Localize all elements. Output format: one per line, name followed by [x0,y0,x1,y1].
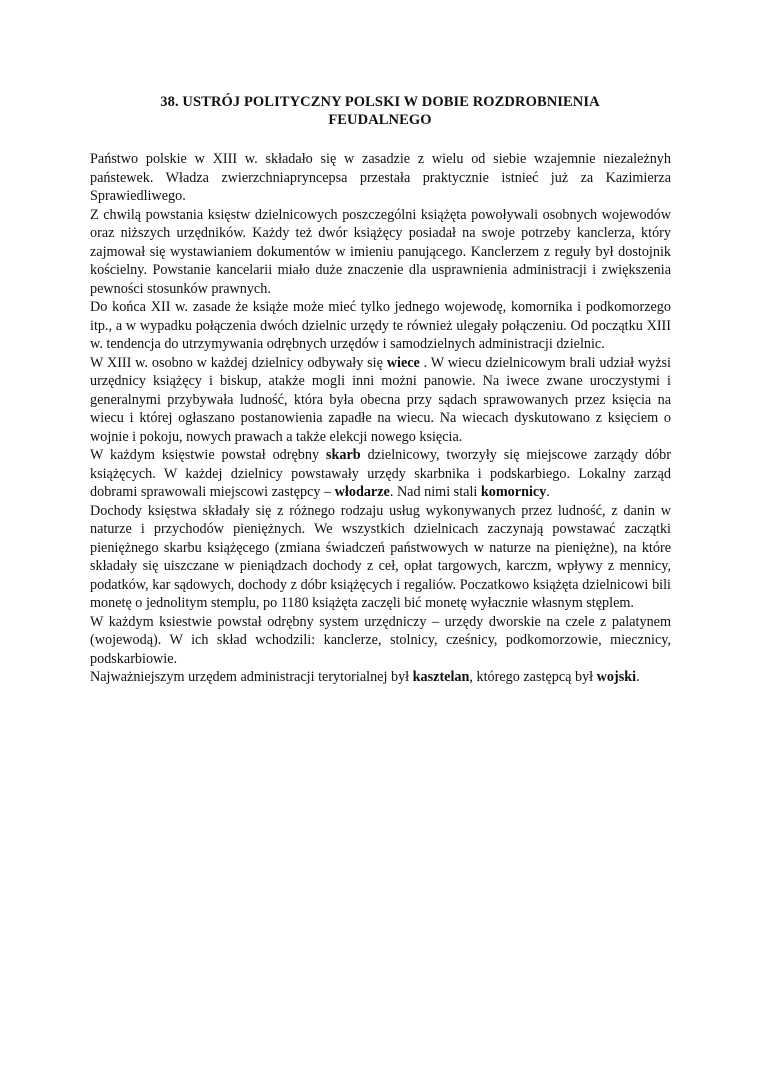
title-line-1: 38. USTRÓJ POLITYCZNY POLSKI W DOBIE ROZDROBNIENIA [160,94,600,110]
paragraph-1: Państwo polskie w XIII w. składało się w zasadzie z wielu od siebie wzajemnie niezależnyh państewek. Władza zwierzchniapryncepsa przestała praktycznie istnieć już za Kazimierza Sprawiedliwego. [90,151,671,204]
paragraph-3: Do końca XII w. zasade że książe może mieć tylko jednego wojewodę, komornika i podkomorzego itp., a w wypadku połączenia dwóch dzielnic urzędy te również ulegały połączeniu. Od początku XIII w. tendencja do utrzymywania odrębnych urzędów i samodzielnych administracji dzielnic. [90,299,671,352]
term-wlodarze: włodarze [334,484,390,500]
paragraph-8-text: , którego zastępcą był [469,669,597,685]
paragraph-5-text: . [546,484,550,500]
term-wiece: wiece [386,354,420,371]
paragraph-5-text: dzielnicowy, tworzyły się miejscowe zarządy dóbr książęcych. W każdej dzielnicy powstawały urzędy skarbnika i podskarbiego. Lokalny zarząd dobrami sprawowali miejscowi zastępcy – [90,447,671,500]
paragraph-5-text: . Nad nimi stali [389,484,481,500]
paragraph-4 [90,354,671,447]
term-komornicy: komornicy [480,484,547,500]
paragraph-5-text: W każdym księstwie powstał odrębny [90,447,326,463]
paragraph-6: Dochody księstwa składały się z różnego rodzaju usług wykonywanych przez ludność, z danin w naturze i przychodów pieniężnych. We wszystkich dzielnicach zaczynają powstawać zaczątki pieniężnego skarbu książęcego (zmiana świadczeń państwowych w naturze na pieniężne), na które składały się uiszczane w pieniądzach dochody z ceł, opłat targowych, karczm, wpływy z mennicy, podatków, kar sądowych, dochody z dóbr książęcych i regaliów. Poczatkowo książęta dzielnicowi bili monetę o jednolitym stemplu, po 1180 książęta zaczęli bić monetę wyłacznie własnym stęplem. [90,502,671,611]
paragraph-8-text: . [636,669,640,685]
term-skarb: skarb [325,447,361,463]
paragraph-4-text: . W wiecu dzielnicowym brali udział wyżsi urzędnicy książęcy i biskup, atakże mogli inni możni panowie. Na iwece zwane uroczystymi i generalnymi przybywała ludność, która była obecna przy sądach sprawowanych przez księcia na wiecu i której ogłaszano postanowienia zapadłe na wiecu. Na wiecach dyskutowano z księciem o wojnie i pokoju, nowych prawach a także elekcji nowego księcia. [90,354,671,445]
paragraph-7: W każdym ksiestwie powstał odrębny system urzędniczy – urzędy dworskie na czele z palatynem (wojewodą). W ich skład wchodzili: kanclerze, stolnicy, cześnicy, podkomorzowie, miecznicy, podskarbiowie. [90,613,671,667]
document-body [90,150,671,687]
term-kasztelan: kasztelan [412,669,470,685]
title-line-2: FEUDALNEGO [328,112,432,128]
term-wojski: wojski [596,669,637,685]
paragraph-4-text: W XIII w. osobno w każdej dzielnicy odbywały się [90,354,387,371]
paragraph-8 [90,668,671,687]
page-title [90,93,670,129]
paragraph-5 [90,446,671,502]
paragraph-8-text: Najważniejszym urzędem administracji terytorialnej był [90,669,413,685]
paragraph-2: Z chwilą powstania księstw dzielnicowych poszczególni książęta powoływali osobnych wojewodów oraz niższych urzędników. Każdy też dwór książęcy posiadał na swoje potrzeby kanclerza, który zajmował się wystawianiem dokumentów w imieniu panującego. Kanclerzem z reguły był dostojnik kościelny. Powstanie kancelarii miało duże znaczenie dla usprawnienia administracji i zwiększenia pewności stosunków prawnych. [90,206,671,297]
